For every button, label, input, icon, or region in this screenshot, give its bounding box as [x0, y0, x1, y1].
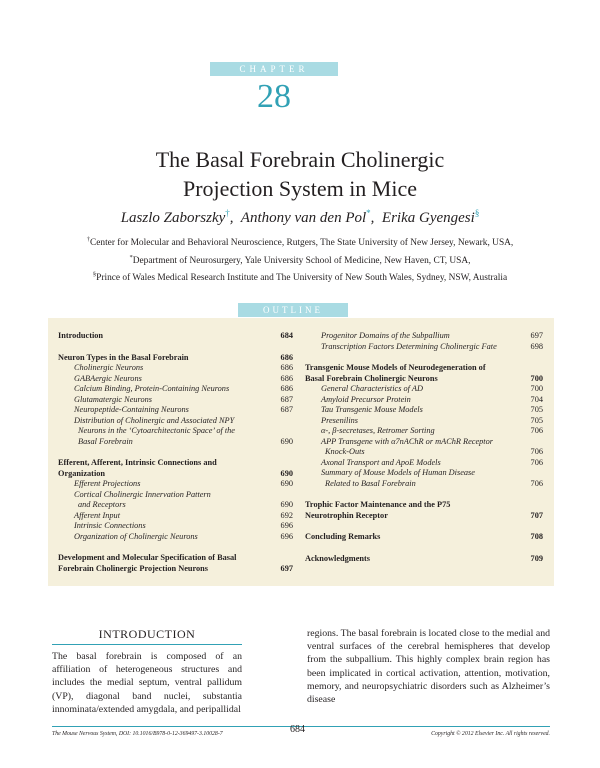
outline-entry [305, 554, 543, 565]
outline-entry-page: 705 [530, 415, 543, 425]
outline-entry-title: Transcription Factors Determining Cholinergic Fate [321, 341, 497, 351]
outline-entry-title: Forebrain Cholinergic Projection Neurons [58, 563, 209, 573]
affiliations [40, 233, 560, 286]
affiliation [40, 268, 560, 286]
outline-entry [305, 532, 543, 543]
outline-entry-title: Presenilins [321, 415, 359, 425]
author-name: Anthony van den Pol [240, 210, 367, 226]
chapter-label: CHAPTER [210, 62, 338, 76]
author-name: Laszlo Zaborszky [120, 210, 226, 226]
outline-entry [305, 331, 543, 342]
outline-entry [305, 405, 543, 416]
outline-entry-title: Neuropeptide-Containing Neurons [74, 405, 189, 414]
outline-entry-page: 700 [530, 373, 543, 383]
outline-entry-title: Tau Transgenic Mouse Models [321, 405, 423, 414]
outline-entry [58, 564, 293, 575]
outline-entry [58, 353, 293, 364]
outline-entry [305, 363, 543, 374]
outline-entry-title: Trophic Factor Maintenance and the P75 [305, 500, 451, 509]
outline-entry [305, 458, 543, 469]
outline-right-column [305, 331, 543, 564]
outline-entry-title: Cortical Cholinergic Innervation Pattern [74, 489, 211, 499]
outline-entry-title: Cholinergic Neurons [74, 363, 144, 372]
outline-entry [58, 374, 293, 385]
outline-entry [305, 416, 543, 427]
outline-entry-title: GABAergic Neurons [74, 373, 142, 383]
outline-entry-title: Afferent Input [74, 510, 121, 520]
outline-entry [305, 395, 543, 406]
author-name: Erika Gyengesi [381, 210, 475, 226]
outline-entry [305, 342, 543, 353]
outline-entry-page: 690 [280, 468, 293, 478]
author-mark: * [366, 208, 371, 218]
outline-entry-title: Knock-Outs [325, 447, 365, 456]
outline-entry-page: 687 [280, 394, 293, 404]
outline-label: OUTLINE [238, 303, 348, 317]
outline-entry-page: 690 [280, 479, 293, 488]
footer-citation: The Mouse Nervous System, DOI: 10.1016/B978-0-12-369497-3.10028-7 [52, 731, 223, 737]
outline-entry-page: 686 [280, 373, 293, 383]
outline-entry-title: Organization [58, 468, 106, 478]
author-mark: § [474, 208, 480, 218]
outline-entry [58, 532, 293, 543]
outline-entry-title: Progenitor Domains of the Subpallium [321, 331, 450, 340]
affiliation-mark: † [86, 236, 90, 243]
outline-entry-page: 696 [280, 531, 293, 541]
outline-entry-title: APP Transgene with α7nAChR or mAChR Receptor [321, 436, 493, 446]
outline-entry [305, 447, 543, 458]
outline-entry [305, 479, 543, 490]
outline-entry [58, 416, 293, 427]
outline-entry [58, 511, 293, 522]
outline-entry-title: General Characteristics of AD [321, 384, 423, 393]
affiliation [40, 233, 560, 251]
affiliation-mark: * [129, 253, 133, 261]
outline-entry-title: Neurotrophin Receptor [305, 510, 388, 520]
outline-entry-page: 697 [530, 331, 543, 340]
outline-entry [305, 468, 543, 479]
affiliation-mark: § [92, 271, 97, 279]
outline-entry-page: 706 [530, 457, 543, 467]
outline-entry-title: Glutamatergic Neurons [74, 394, 152, 404]
outline-entry [58, 331, 293, 342]
outline-entry [305, 384, 543, 395]
outline-entry-title: Transgenic Mouse Models of Neurodegeneration of [305, 363, 486, 372]
outline-entry [58, 395, 293, 406]
chapter-title [40, 145, 560, 203]
outline-entry-page: 697 [280, 563, 293, 573]
outline-entry-title: Efferent Projections [74, 479, 141, 488]
outline-entry-page: 706 [530, 478, 543, 488]
outline-entry-title: Introduction [58, 331, 104, 340]
outline-entry [305, 437, 543, 448]
outline-entry-page: 692 [280, 510, 293, 520]
outline-left-column [58, 331, 293, 574]
outline-entry-page: 705 [530, 405, 543, 414]
author-mark: † [225, 208, 230, 218]
title-line-2: Projection System in Mice [182, 176, 418, 201]
outline-entry-page: 690 [280, 500, 293, 509]
outline-entry [58, 490, 293, 501]
affiliation-text: Prince of Wales Medical Research Institute and The University of New South Wales, Sydney, NSW, Australia [96, 273, 508, 284]
author-list: Laszlo Zaborszky†, Anthony van den Pol*, Erika Gyengesi§ [120, 208, 480, 226]
outline-entry-title: Neuron Types in the Basal Forebrain [58, 352, 189, 362]
outline-entry [58, 553, 293, 564]
affiliation [40, 251, 560, 269]
outline-entry-page: 686 [280, 352, 293, 362]
outline-entry [58, 521, 293, 532]
outline-entry-page: 709 [530, 553, 543, 563]
outline-entry-title: and Receptors [78, 500, 126, 509]
outline-entry [305, 374, 543, 385]
outline-entry [58, 405, 293, 416]
outline-entry [305, 500, 543, 511]
outline-entry-page: 690 [280, 436, 293, 446]
outline-entry [58, 458, 293, 469]
title-line-1: The Basal Forebrain Cholinergic [155, 147, 445, 172]
outline-entry-title: Amyloid Precursor Protein [321, 394, 411, 404]
affiliation-text: Center for Molecular and Behavioral Neuroscience, Rutgers, The State University of New Jersey, Newark, USA, [89, 238, 514, 249]
outline-entry-title: Basal Forebrain Cholinergic Neurons [305, 373, 438, 383]
outline-entry [58, 384, 293, 395]
outline-entry-page: 686 [280, 363, 293, 372]
outline-entry [58, 426, 293, 437]
outline-entry-page: 698 [530, 341, 543, 351]
outline-entry [58, 363, 293, 374]
outline-entry-title: Organization of Cholinergic Neurons [74, 531, 198, 541]
outline-entry-title: Basal Forebrain [78, 436, 133, 446]
outline-entry-title: Related to Basal Forebrain [325, 478, 416, 488]
outline-entry-title: Development and Molecular Specification of Basal [58, 553, 237, 562]
outline-entry [305, 511, 543, 522]
outline-entry-title: Distribution of Cholinergic and Associated NPY [74, 415, 235, 425]
body-text-left: The basal forebrain is composed of an affiliation of heterogeneous structures and includes the medial septum, ventral pallidum (VP), diagonal band nuclei, substantia innominata/extended amygdala, and peripallidal [52, 651, 242, 715]
affiliation-text: Department of Neurosurgery, Yale University School of Medicine, New Haven, CT, USA, [132, 255, 471, 266]
outline-entry-title: Neurons in the ‘Cytoarchitectonic Space’ of the [78, 426, 235, 435]
footer-copyright: Copyright © 2012 Elsevier Inc. All rights reserved. [431, 731, 550, 737]
chapter-number: 28 [257, 78, 291, 115]
outline-entry [58, 500, 293, 511]
outline-entry-page: 700 [530, 384, 543, 393]
outline-entry-page: 707 [530, 510, 543, 520]
outline-entry-title: Acknowledgments [305, 553, 370, 563]
outline-entry-title: Intrinsic Connections [74, 521, 146, 530]
outline-entry-page: 687 [280, 405, 293, 414]
body-text-right: regions. The basal forebrain is located close to the medial and ventral surfaces of the cerebral hemispheres that develop from the subpallium. This highly complex brain region has been implicated in cortical activation, attention, motivation, memory, and neuropsychiatric disorders such as Alzheimer’s disease [307, 628, 550, 706]
outline-entry-page: 706 [530, 447, 543, 456]
outline-entry-title: Summary of Mouse Models of Human Disease [321, 468, 475, 477]
outline-entry-title: Axonal Transport and ApoE Models [321, 457, 441, 467]
outline-entry-title: Calcium Binding, Protein-Containing Neurons [74, 384, 230, 393]
outline-entry [58, 437, 293, 448]
outline-entry-title: α-, β-secretases, Retromer Sorting [321, 426, 435, 435]
section-heading: INTRODUCTION [98, 627, 196, 641]
outline-entry-page: 704 [530, 394, 543, 404]
outline-entry [58, 469, 293, 480]
outline-entry-title: Efferent, Afferent, Intrinsic Connections and [58, 458, 217, 467]
heading-rule [52, 644, 242, 645]
outline-entry-page: 696 [280, 521, 293, 530]
outline-entry [305, 426, 543, 437]
outline-entry-page: 706 [530, 426, 543, 435]
page-number: 684 [290, 724, 305, 735]
outline-entry-page: 684 [280, 331, 293, 340]
outline-entry [58, 479, 293, 490]
outline-entry-page: 686 [280, 384, 293, 393]
outline-entry-page: 708 [530, 532, 543, 541]
outline-entry-title: Concluding Remarks [305, 532, 381, 541]
